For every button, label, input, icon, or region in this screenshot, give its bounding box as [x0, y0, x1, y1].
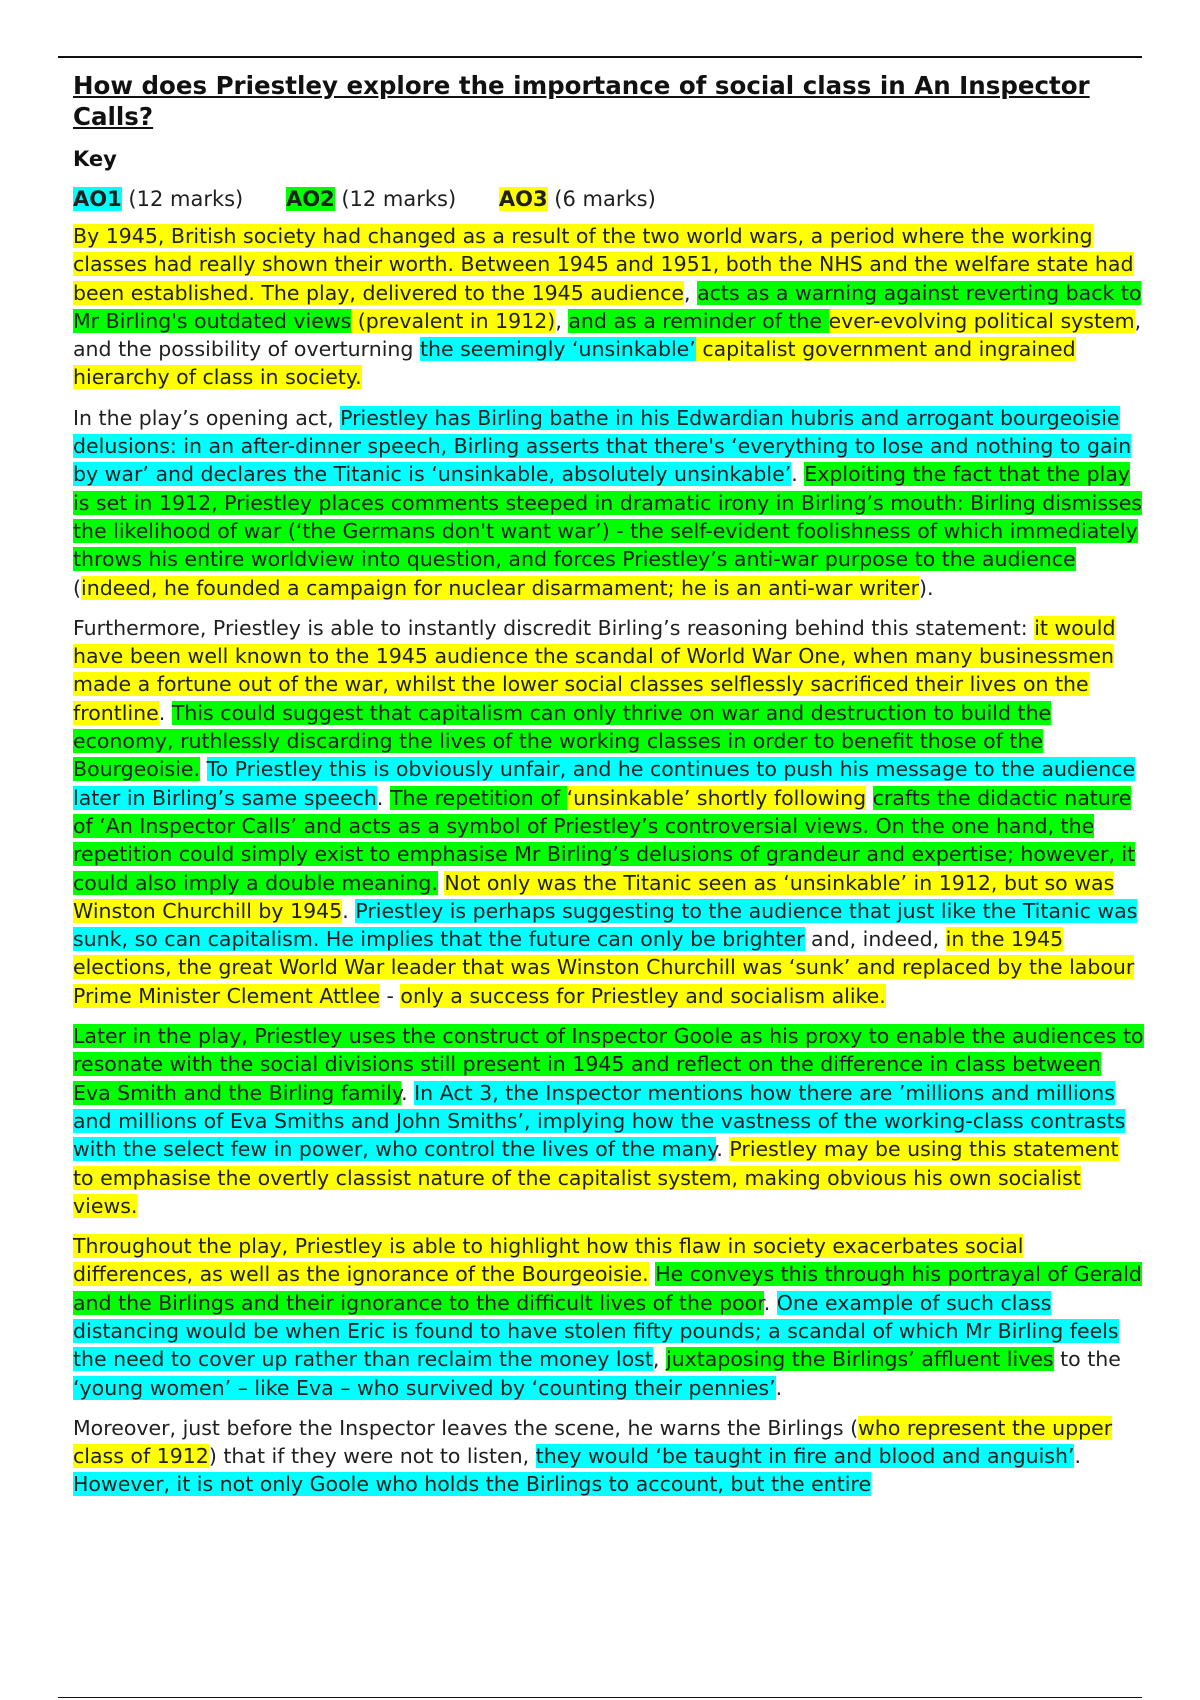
key-heading: Key — [73, 147, 117, 171]
essay-paragraph — [73, 1232, 1145, 1402]
highlight-ao3: Not only was the Titanic seen as ‘unsinkable’ in 1912, but so was Winston Churchill by 1945 — [73, 870, 1115, 923]
text-segment: , — [652, 1347, 666, 1372]
text-segment: . — [401, 1080, 415, 1105]
text-segment: . — [716, 1137, 730, 1162]
highlight-ao3: in the 1945 elections, the great World War leader that was Winston Churchill was ‘sunk’ and replaced by the labour Prime Minister Clement Attlee — [73, 927, 1135, 1008]
text-segment: - — [379, 983, 401, 1008]
text-segment: , and the possibility of overturning — [73, 308, 1142, 362]
text-segment — [200, 757, 207, 781]
text-segment: ). — [919, 575, 934, 600]
legend-marks: (12 marks) — [341, 187, 457, 211]
essay-paragraph — [73, 1022, 1145, 1220]
text-segment — [866, 786, 873, 810]
highlight-ao1: Priestley has Birling bathe in his Edwardian hubris and arrogant bourgeoisie delusions: in an after-dinner speech, Birling asserts that there's ‘everything to lose and nothing to gain by war’ and declares the Titanic is ‘unsinkable, absolutely unsinkable’ — [73, 405, 1132, 487]
highlight-ao3: capitalist government and ingrained hierarchy of class in society. — [73, 337, 1076, 390]
highlight-ao1: the seemingly ‘unsinkable’ — [419, 337, 696, 362]
highlight-ao3: Throughout the play, Priestley is able to highlight how this flaw in society exacerbates social differences, as well as the ignorance of the Bourgeoisie. — [73, 1234, 1024, 1287]
top-rule — [58, 56, 1142, 58]
highlight-ao1: they would ‘be taught in fire and blood and anguish’ — [535, 1444, 1075, 1469]
legend-item-ao1 — [73, 184, 243, 214]
highlight-ao1: In Act 3, the Inspector mentions how there are ’millions and millions and millions of Eva Smiths and John Smiths’, implying how the vastness of the working-class contrasts with the select few in power, who control the lives of the many — [73, 1080, 1126, 1162]
text-segment: . — [791, 462, 805, 487]
highlight-ao1: Priestley is perhaps suggesting to the audience that just like the Titanic was sunk, so can capitalism. He implies that the future can only be brighter — [73, 898, 1138, 952]
highlight-ao3: (prevalent in 1912) — [351, 308, 556, 333]
text-segment: to the — [1053, 1347, 1121, 1372]
highlight-ao3: ‘unsinkable’ shortly following — [566, 785, 867, 810]
highlight-ao3: indeed, he founded a campaign for nuclear disarmament; he is an anti-war writer — [81, 575, 920, 600]
text-segment: , — [684, 280, 698, 305]
highlight-ao2: Later in the play, Priestley uses the construct of Inspector Goole as his proxy to enable the audiences to resonate with the social divisions still present in 1945 and reflect on the difference in class between Eva Smith and the Birling family — [73, 1024, 1144, 1105]
essay-paragraph — [73, 1414, 1145, 1499]
text-segment: . — [763, 1290, 777, 1315]
highlight-ao2: and as a reminder of the — [568, 308, 829, 333]
text-segment: . — [1074, 1444, 1081, 1469]
legend-item-ao2 — [286, 184, 456, 214]
legend-marks: (6 marks) — [554, 187, 656, 211]
highlight-ao2: The repetition of — [389, 785, 567, 810]
highlight-ao1: However, it is not only Goole who holds the Birlings to account, but the entire — [73, 1472, 872, 1497]
essay-paragraph — [73, 614, 1145, 1010]
text-segment: Moreover, just before the Inspector leaves the scene, he warns the Birlings ( — [73, 1415, 859, 1440]
text-segment: ( — [73, 575, 81, 600]
text-segment: , — [555, 308, 569, 333]
highlight-ao2: crafts the didactic nature of ‘An Inspector Calls’ and acts as a symbol of Priestley’s controversial views. On the one hand, the repetition could simply exist to emphasise Mr Birling’s delusions of grandeur and expertise; however, it could also imply a double meaning. — [73, 785, 1136, 895]
text-segment: . — [376, 785, 390, 810]
highlight-ao2: Exploiting the fact that the play is set in 1912, Priestley places comments steeped in dramatic irony in Birling’s mouth: Birling dismisses the likelihood of war (‘the Germans don't want war’) - the self-evident foolishness of which immediately throws his entire worldview into question, and forces Priestley’s anti-war purpose to the audience — [73, 462, 1142, 572]
key-legend — [73, 184, 1145, 214]
text-segment: Furthermore, Priestley is able to instantly discredit Birling’s reasoning behind this statement: — [73, 615, 1035, 640]
highlight-ao3: only a success for Priestley and socialism alike. — [400, 983, 886, 1008]
highlight-ao3: By 1945, British society had changed as a result of the two world wars, a period where the working classes had really shown their worth. Between 1945 and 1951, both the NHS and the welfare state had been established. The play, delivered to the 1945 audience — [73, 224, 1134, 305]
essay-paragraph — [73, 222, 1145, 392]
text-segment: . — [775, 1375, 783, 1400]
highlight-ao2: juxtaposing the Birlings’ affluent lives — [665, 1347, 1054, 1372]
essay-body — [73, 222, 1145, 1499]
text-segment: and, indeed, — [804, 927, 946, 952]
highlight-ao3: it would have been well known to the 1945 audience the scandal of World War One, when many businessmen made a fortune out of the war, whilst the lower social classes selflessly sacrificed their lives on the frontline — [73, 615, 1116, 725]
highlight-ao3: Priestley may be using this statement to emphasise the overtly classist nature of the capitalist system, making obvious his own socialist views. — [73, 1137, 1119, 1218]
highlight-ao2: This could suggest that capitalism can only thrive on war and destruction to build the economy, ruthlessly discarding the lives of the working classes in order to benefit those of the Bourgeoisie. — [73, 700, 1052, 782]
text-segment: . — [158, 700, 172, 725]
highlight-ao1: One example of such class distancing would be when Eric is found to have stolen fifty pounds; a scandal of which Mr Birling feels the need to cover up rather than reclaim the money lost — [73, 1290, 1119, 1372]
highlight-ao1: To Priestley this is obviously unfair, and he continues to push his message to the audience later in Birling’s same speech — [73, 757, 1136, 810]
legend-code: AO3 — [498, 187, 548, 211]
text-segment: In the play’s opening act, — [73, 405, 341, 430]
highlight-ao3: ever-evolving political system — [828, 308, 1135, 333]
legend-code: AO1 — [73, 187, 122, 211]
legend-marks: (12 marks) — [128, 187, 244, 211]
essay-paragraph — [73, 404, 1145, 602]
text-segment: ) that if they were not to listen, — [208, 1444, 536, 1469]
legend-item-ao3 — [499, 184, 656, 214]
bottom-rule — [58, 1697, 1142, 1698]
legend-code: AO2 — [285, 187, 335, 211]
essay-title: How does Priestley explore the importance of social class in An Inspector Calls? — [73, 71, 1090, 131]
highlight-ao2: acts as a warning against reverting back to Mr Birling's outdated views — [73, 280, 1142, 333]
text-segment: . — [342, 898, 356, 923]
highlight-ao3: who represent the upper class of 1912 — [73, 1415, 1113, 1469]
document-page — [73, 70, 1145, 1511]
highlight-ao2: He conveys this through his portrayal of Gerald and the Birlings and their ignorance to the difficult lives of the poor — [73, 1262, 1142, 1315]
highlight-ao1: ‘young women’ – like Eva – who survived by ‘counting their pennies’ — [73, 1375, 776, 1400]
